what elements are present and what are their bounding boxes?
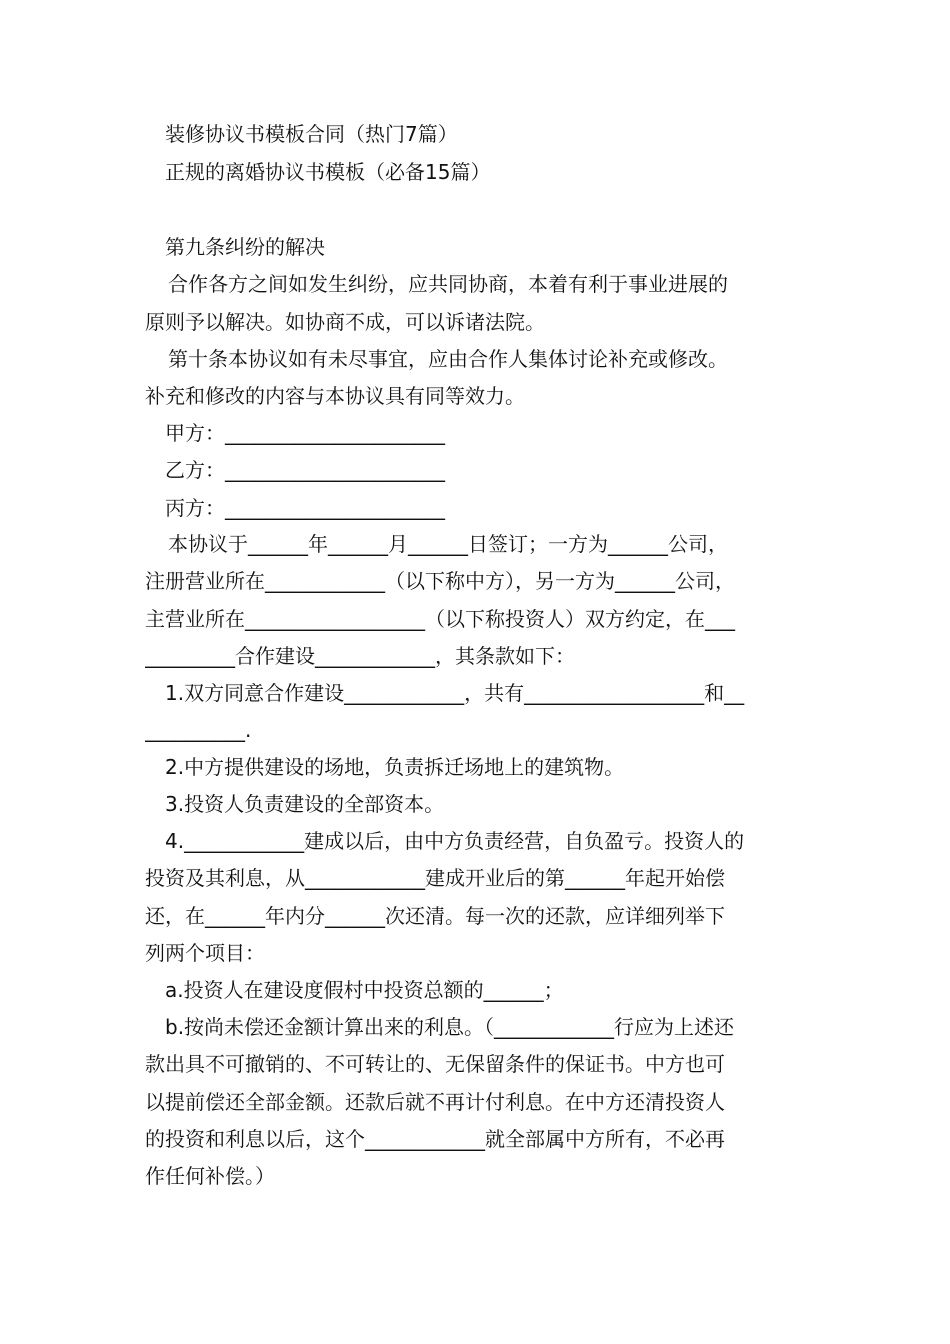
- article-nine-heading: 第九条纠纷的解决: [165, 235, 325, 259]
- paragraph-line: 合作各方之间如发生纠纷，应共同协商，本着有利于事业进展的: [168, 272, 728, 296]
- paragraph-line: 的投资和利息以后，这个____________就全部属中方所有，不必再: [145, 1127, 725, 1151]
- item-b-line: b.按尚未偿还金额计算出来的利息。（____________行应为上述还: [165, 1015, 735, 1039]
- paragraph-line: 款出具不可撤销的、不可转让的、无保留条件的保证书。中方也可: [145, 1052, 725, 1076]
- clause-3-line: 3.投资人负责建设的全部资本。: [165, 792, 445, 816]
- paragraph-line: 列两个项目：: [145, 941, 265, 965]
- party-a-signature-line: 甲方：______________________: [165, 421, 445, 445]
- paragraph-line: 作任何补偿。）: [145, 1164, 275, 1188]
- item-a-line: a.投资人在建设度假村中投资总额的______；: [165, 978, 564, 1002]
- clause-1-line: 1.双方同意合作建设____________，共有__________________和__: [165, 681, 745, 705]
- agreement-date-line: 本协议于______年______月______日签订；一方为______公司，: [168, 532, 728, 556]
- clause-4-line: 4.____________建成以后，由中方负责经营，自负盈亏。投资人的: [165, 829, 745, 853]
- paragraph-line: 补充和修改的内容与本协议具有同等效力。: [145, 384, 525, 408]
- paragraph-line: 注册营业所在____________（以下称中方），另一方为______公司，: [145, 569, 735, 593]
- party-b-signature-line: 乙方：______________________: [165, 458, 445, 482]
- paragraph-line: 原则予以解决。如协商不成，可以诉诸法院。: [145, 310, 545, 334]
- paragraph-line: __________.: [145, 718, 252, 742]
- paragraph-line: 主营业所在__________________（以下称投资人）双方约定，在___: [145, 607, 735, 631]
- party-c-signature-line: 丙方：______________________: [165, 496, 445, 520]
- article-ten-line: 第十条本协议如有未尽事宜，应由合作人集体讨论补充或修改。: [168, 347, 728, 371]
- paragraph-line: 还，在______年内分______次还清。每一次的还款，应详细列举下: [145, 904, 725, 928]
- paragraph-line: _________合作建设____________，其条款如下：: [145, 644, 575, 668]
- related-link-renovation-agreement[interactable]: 装修协议书模板合同（热门7篇）: [165, 122, 458, 146]
- paragraph-line: 以提前偿还全部金额。还款后就不再计付利息。在中方还清投资人: [145, 1090, 725, 1114]
- paragraph-line: 投资及其利息，从____________建成开业后的第______年起开始偿: [145, 866, 725, 890]
- clause-2-line: 2.中方提供建设的场地，负责拆迁场地上的建筑物。: [165, 755, 625, 779]
- related-link-divorce-agreement[interactable]: 正规的离婚协议书模板（必备15篇）: [165, 160, 491, 184]
